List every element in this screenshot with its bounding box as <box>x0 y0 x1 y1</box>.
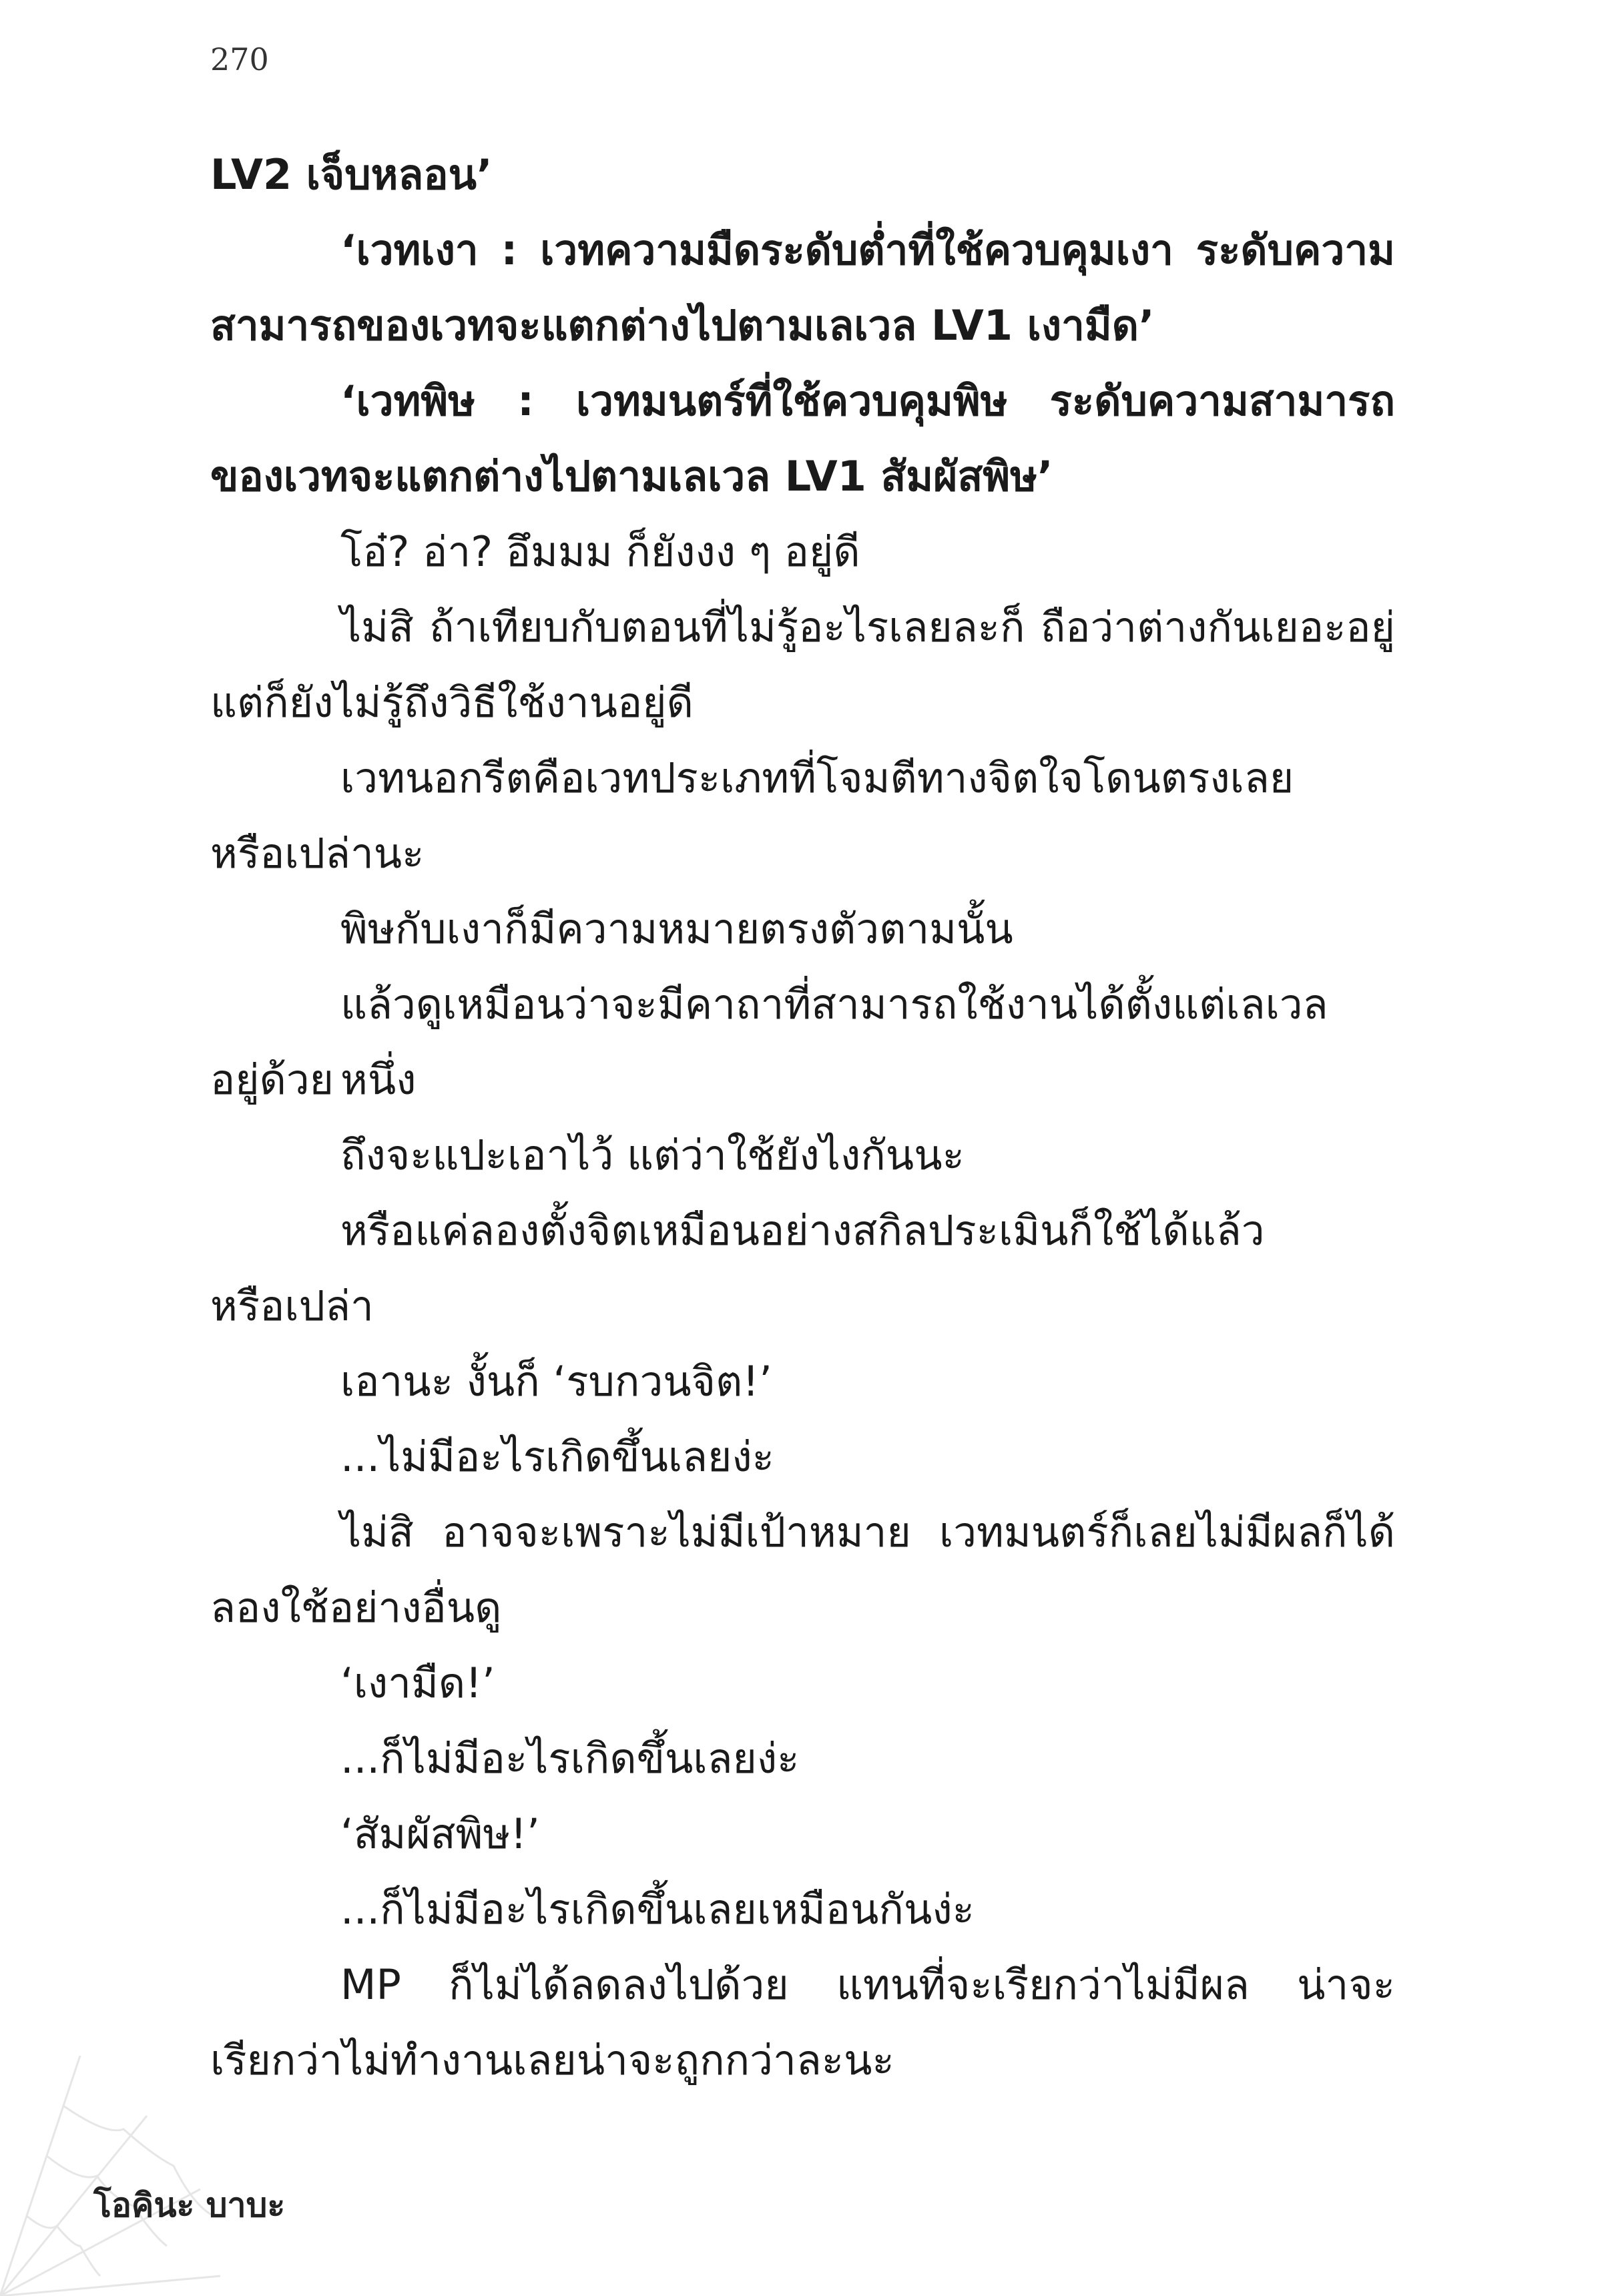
text-line: ‘เวทเงา : เวทความมืดระดับต่ำที่ใช้ควบคุมเงา ระดับความ <box>340 226 1395 274</box>
spider-web-decoration <box>0 2056 227 2296</box>
text-line: แต่ก็ยังไม่รู้ถึงวิธีใช้งานอยู่ดี <box>210 678 694 727</box>
text-line: ...ไม่มีอะไรเกิดขึ้นเลยง่ะ <box>340 1432 774 1481</box>
text-line: หรือเปล่า <box>210 1281 374 1330</box>
text-line: ไม่สิ ถ้าเทียบกับตอนที่ไม่รู้อะไรเลยละก็ ถือว่าต่างกันเยอะอยู่ <box>340 603 1395 651</box>
body-text <box>210 137 1395 2098</box>
text-line: ‘สัมผัสพิษ!’ <box>340 1809 540 1858</box>
text-line: ถึงจะแปะเอาไว้ แต่ว่าใช้ยังไงกันนะ <box>340 1131 965 1179</box>
text-line: หรือเปล่านะ <box>210 829 425 878</box>
text-line: ...ก็ไม่มีอะไรเกิดขึ้นเลยเหมือนกันง่ะ <box>340 1885 975 1934</box>
text-line: ของเวทจะแตกต่างไปตามเลเวล LV1 สัมผัสพิษ’ <box>210 452 1053 501</box>
text-line: LV2 เจ็บหลอน’ <box>210 150 493 199</box>
text-line: ‘เวทพิษ : เวทมนตร์ที่ใช้ควบคุมพิษ ระดับความสามารถ <box>340 376 1395 425</box>
text-line: หรือแค่ลองตั้งจิตเหมือนอย่างสกิลประเมินก็ใช้ได้แล้ว <box>340 1206 1265 1255</box>
text-line: แล้วดูเหมือนว่าจะมีคาถาที่สามารถใช้งานได้ตั้งแต่เลเวลหนึ่ง <box>340 980 1328 1104</box>
text-line: ลองใช้อย่างอื่นดู <box>210 1583 502 1632</box>
text-line: ...ก็ไม่มีอะไรเกิดขึ้นเลยง่ะ <box>340 1734 800 1783</box>
footer-title: โอคินะ บาบะ <box>93 2186 286 2225</box>
page-number: 270 <box>210 41 269 77</box>
text-line: เอานะ งั้นก็ ‘รบกวนจิต!’ <box>340 1357 772 1406</box>
text-line: ‘เงามืด!’ <box>340 1659 495 1707</box>
text-line: เรียกว่าไม่ทำงานเลยน่าจะถูกกว่าละนะ <box>210 2036 894 2084</box>
text-line: อยู่ด้วย <box>210 1055 334 1104</box>
text-line: เวทนอกรีตคือเวทประเภทที่โจมตีทางจิตใจโดนตรงเลย <box>340 754 1294 802</box>
text-line: ไม่สิ อาจจะเพราะไม่มีเป้าหมาย เวทมนตร์ก็เลยไม่มีผลก็ได้ <box>340 1508 1395 1556</box>
text-line: สามารถของเวทจะแตกต่างไปตามเลเวล LV1 เงามืด’ <box>210 301 1155 350</box>
text-line: พิษกับเงาก็มีความหมายตรงตัวตามนั้น <box>340 904 1013 953</box>
text-line: MP ก็ไม่ได้ลดลงไปด้วย แทนที่จะเรียกว่าไม่มีผล น่าจะ <box>340 1960 1395 2009</box>
text-line: โอ๋? อ่า? อึมมม ก็ยังงง ๆ อยู่ดี <box>340 527 860 576</box>
